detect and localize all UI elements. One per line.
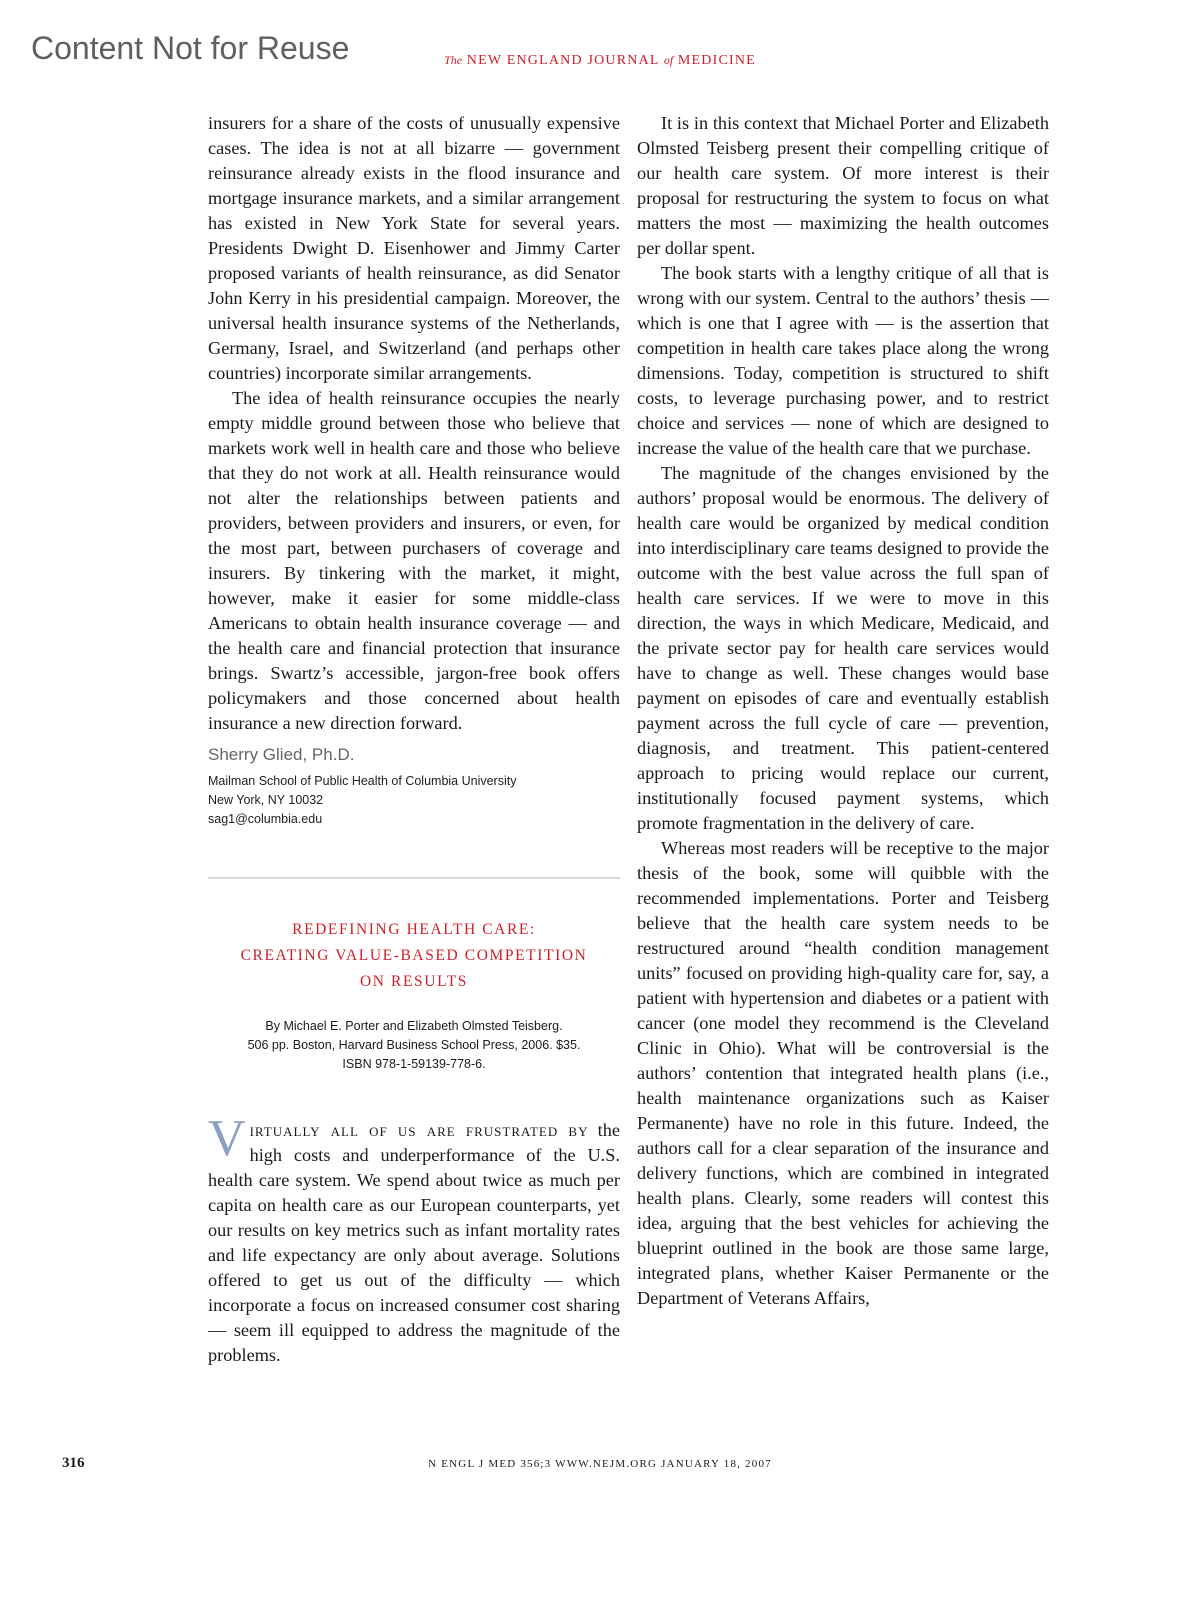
lead-in-smallcaps: irtually all of us are frustrated by xyxy=(249,1120,589,1140)
book-publisher: 506 pp. Boston, Harvard Business School Press, 2006. $35. xyxy=(247,1038,581,1052)
left-column xyxy=(208,111,620,1368)
review-opening xyxy=(208,1110,621,1368)
right-paragraph-3: The magnitude of the changes envisioned by the authors’ proposal would be enormous. The delivery of health care would be organized by medical condition into interdisciplinary care teams designed to provide the outcome with the best value across the full span of health care services. If we were to move in this direction, the ways in which Medicare, Medicaid, and the private sector pay for health care services would have to change as well. These changes would base payment on episodes of care and eventually establish payment across the full cycle of care — prevention, diagnosis, and treatment. This patient-centered approach to pricing would replace our current, institutionally focused payment systems, which promote fragmentation in the delivery of care. xyxy=(637,463,1049,833)
book-authors: By Michael E. Porter and Elizabeth Olmsted Teisberg. xyxy=(265,1019,563,1033)
watermark: Content Not for Reuse xyxy=(31,30,350,66)
book-isbn: ISBN 978-1-59139-778-6. xyxy=(342,1057,486,1071)
review-title-line-2: CREATING VALUE-BASED COMPETITION xyxy=(240,947,588,964)
reviewer-email: sag1@columbia.edu xyxy=(208,812,323,826)
right-paragraph-4: Whereas most readers will be receptive to the major thesis of the book, some will quibble with the recommended implementations. Porter and Teisberg believe that the health care system needs to be restructured around “health condition management units” focused on providing high-quality care for, say, a patient with hypertension and diabetes or a patient with cancer (one model they recommend is the Cleveland Clinic in Ohio). What will be controversial is the authors’ contention that integrated health plans (i.e., health maintenance organizations such as Kaiser Permanente) have no role in this future. Indeed, the authors call for a clear separation of the insurance and delivery functions, which are combined in integrated health plans. Clearly, some readers will contest this idea, arguing that the best vehicles for achieving the blueprint outlined in the book are those same large, integrated plans, whether Kaiser Permanente or the Department of Veterans Affairs, xyxy=(637,838,1049,1308)
journal-citation: N ENGL J MED 356;3 WWW.NEJM.ORG JANUARY 18, 2007 xyxy=(428,1458,772,1470)
journal-header-the: The xyxy=(444,53,463,67)
left-paragraph-1: insurers for a share of the costs of unusually expensive cases. The idea is not at all bizarre — government reinsurance already exists in the flood insurance and mortgage insurance markets, and a similar arrangement has existed in New York State for several years. Presidents Dwight D. Eisenhower and Jimmy Carter proposed variants of health reinsurance, as did Senator John Kerry in his presidential campaign. Moreover, the universal health insurance systems of the Netherlands, Germany, Israel, and Switzerland (and perhaps other countries) incorporate similar arrangements. xyxy=(208,113,620,383)
review-paragraph-1 xyxy=(208,1110,621,1368)
left-paragraph-2: The idea of health reinsurance occupies the nearly empty middle ground between those who believe that markets work well in health care and those who believe that they do not work at all. Health reinsurance would not alter the relationships between patients and providers, between providers and insurers, or even, for the most part, between purchasers of coverage and insurers. By tinkering with the market, it might, however, make it easier for some middle-class Americans to obtain health insurance coverage — and the health care and financial protection that insurance brings. Swartz’s accessible, jargon-free book offers policymakers and those concerned about health insurance a new direction forward. xyxy=(208,388,620,733)
right-paragraph-1: It is in this context that Michael Porter and Elizabeth Olmsted Teisberg present their compelling critique of our health care system. Of more interest is their proposal for restructuring the system to focus on what matters the most — maximizing the health outcomes per dollar spent. xyxy=(637,113,1049,258)
page-number: 316 xyxy=(62,1455,85,1471)
review-title xyxy=(208,917,620,995)
right-column xyxy=(637,111,1049,1311)
drop-cap: V xyxy=(208,1110,246,1167)
journal-header-end: MEDICINE xyxy=(677,53,756,68)
section-divider xyxy=(208,877,620,879)
review-title-line-3: ON RESULTS xyxy=(359,973,469,990)
journal-header-main: NEW ENGLAND JOURNAL xyxy=(466,53,660,68)
right-paragraph-2: The book starts with a lengthy critique of all that is wrong with our system. Central to the authors’ thesis — which is one that I agree with — is the assertion that competition in health care takes place along the wrong dimensions. Today, competition is structured to shift costs, to leverage purchasing power, and to restrict choice and services — none of which are designed to increase the value of the health care that we purchase. xyxy=(637,263,1049,458)
reviewer-affiliation xyxy=(208,772,620,829)
reviewer-institution: Mailman School of Public Health of Columbia University xyxy=(208,774,517,788)
journal-header xyxy=(0,53,1200,69)
review-title-line-1: REDEFINING HEALTH CARE: xyxy=(292,921,536,938)
book-info xyxy=(208,1017,620,1074)
review-paragraph-1-text: the high costs and underperformance of the U.S. health care system. We spend about twice as much per capita on health care as our European counterparts, yet our results on key metrics such as infant mortality rates and life expectancy are only about average. Solutions offered to get us out of the difficulty — which incorporate a focus on increased consumer cost sharing — seem ill equipped to address the magnitude of the problems. xyxy=(208,1120,621,1365)
journal-header-of: of xyxy=(663,53,674,67)
reviewer-name: Sherry Glied, Ph.D. xyxy=(208,745,355,764)
reviewer-city: New York, NY 10032 xyxy=(208,793,324,807)
